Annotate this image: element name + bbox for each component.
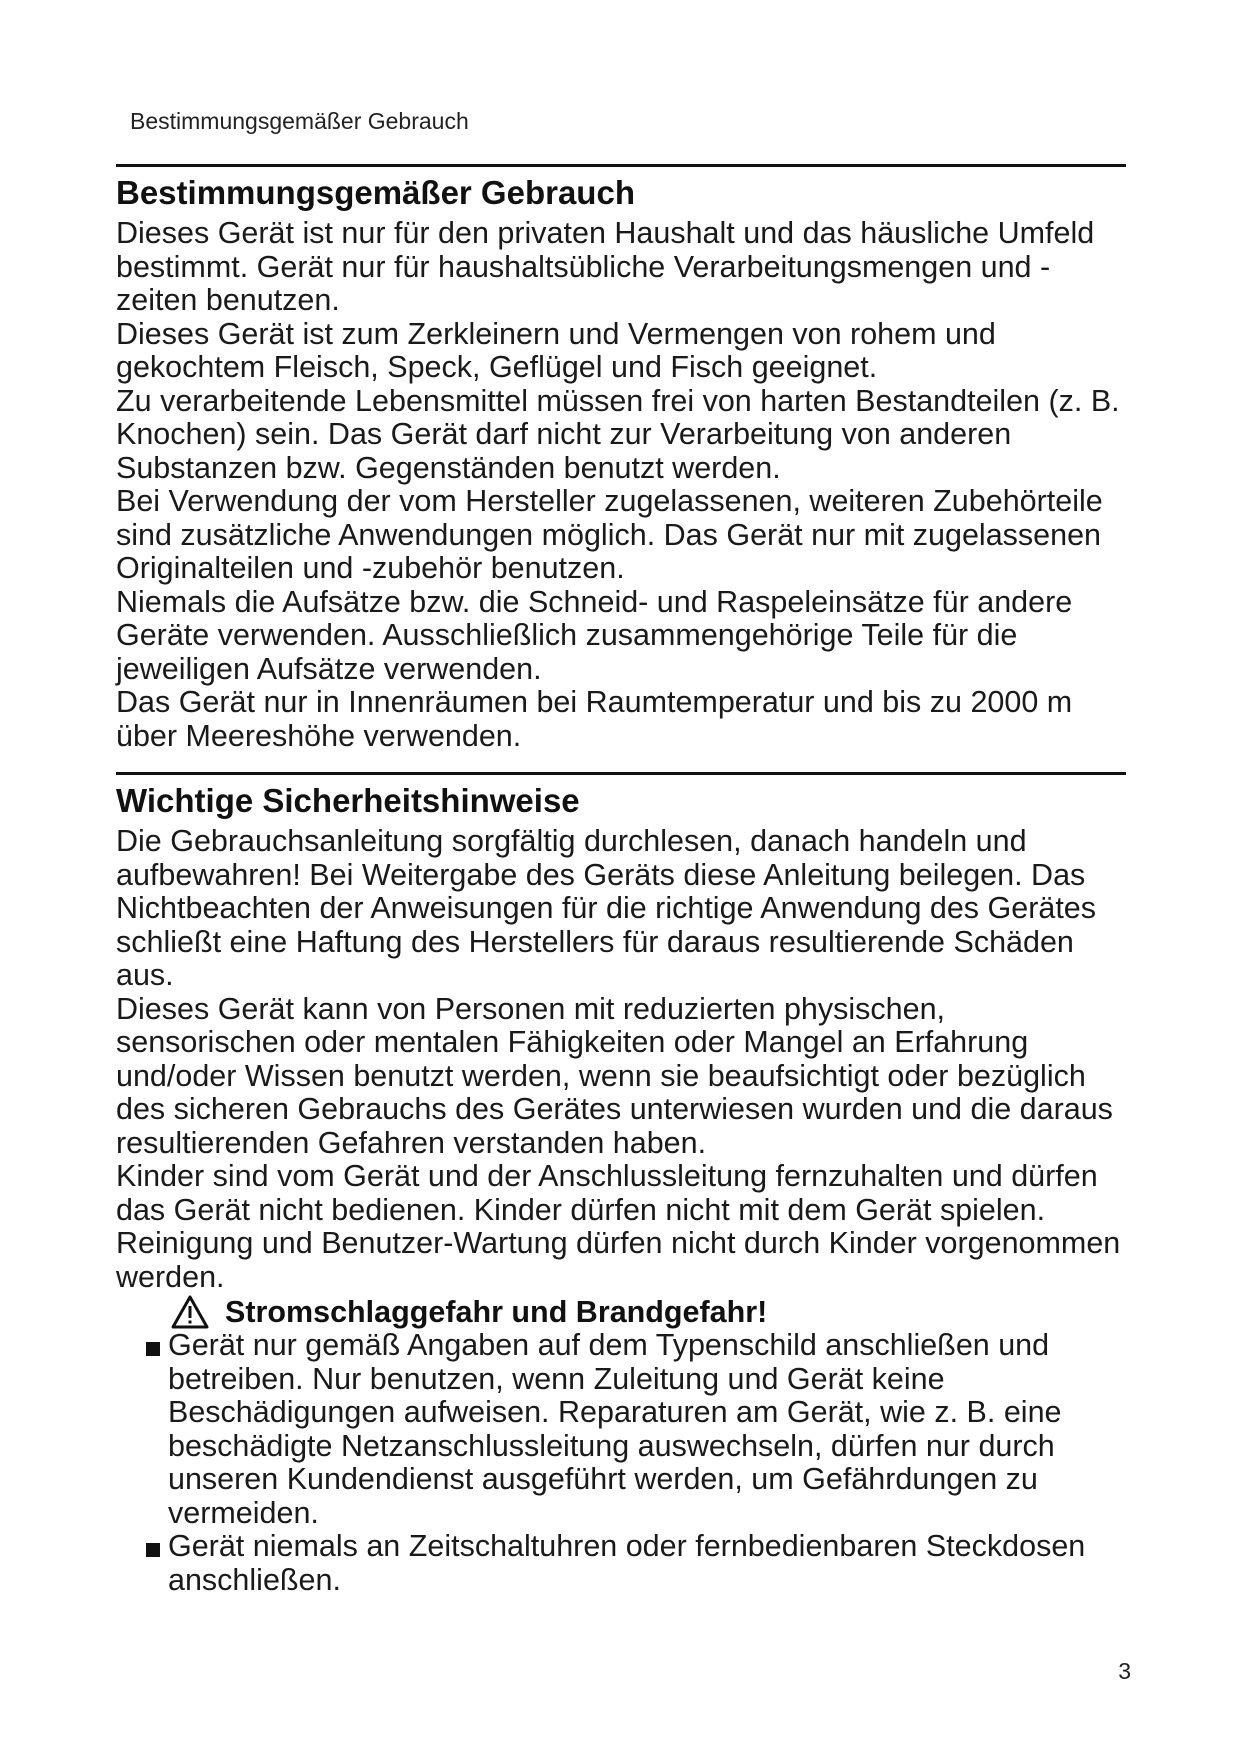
paragraph: Dieses Gerät ist zum Zerkleinern und Vermengen von rohem und gekochtem Fleisch, Speck, Geflügel und Fisch geeignet. [116, 316, 996, 384]
section-divider [116, 164, 1126, 167]
paragraph: Kinder sind vom Gerät und der Anschlussleitung fernzuhalten und dürfen das Gerät nicht bedienen. Kinder dürfen nicht mit dem Gerät spielen. Reinigung und Benutzer-Wartung dürfen nicht durch Kinder vorgenommen werden. [116, 1159, 1121, 1294]
paragraph: Das Gerät nur in Innenräumen bei Raumtemperatur und bis zu 2000 m über Meereshöhe verwenden. [116, 685, 1073, 753]
warning-heading [171, 1295, 1126, 1329]
section-title: Wichtige Sicherheitshinweise [116, 782, 580, 819]
section-divider [116, 772, 1126, 775]
bullet-square-icon [146, 1543, 160, 1557]
warning-list [116, 1329, 1126, 1597]
paragraph: Dieses Gerät kann von Personen mit reduzierten physischen, sensorischen oder mentalen Fähigkeiten oder Mangel an Erfahrung und/oder Wissen benutzt werden, wenn sie beaufsichtigt oder bezüglich des sicheren Gebrauchs des Gerätes unterwiesen wurden und die daraus resultierenden Gefahren verstanden haben. [116, 991, 1113, 1160]
page-number: 3 [1118, 1658, 1131, 1684]
running-header: Bestimmungsgemäßer Gebrauch [130, 108, 469, 134]
paragraph: Zu verarbeitende Lebensmittel müssen frei von harten Bestandteilen (z. B. Knochen) sein. Das Gerät darf nicht zur Verarbeitung von anderen Substanzen bzw. Gegenständen benutzt werden. [116, 383, 1120, 485]
section-safety-notes [116, 772, 1126, 1597]
paragraph: Bei Verwendung der vom Hersteller zugelassenen, weiteren Zubehörteile sind zusätzliche Anwendungen möglich. Das Gerät nur mit zugelassenen Originalteilen und -zubehör benutzen. [116, 484, 1103, 585]
warning-title: Stromschlaggefahr und Brandgefahr! [225, 1295, 768, 1329]
section-body [116, 825, 1126, 1294]
bullet-square-icon [146, 1342, 160, 1356]
list-item [116, 1530, 1126, 1597]
paragraph: Niemals die Aufsätze bzw. die Schneid- und Raspeleinsätze für andere Geräte verwenden. Ausschließlich zusammengehörige Teile für die jeweiligen Aufsätze verwenden. [116, 584, 1073, 686]
list-item-text: Gerät nur gemäß Angaben auf dem Typenschild anschließen und betreiben. Nur benutzen, wenn Zuleitung und Gerät keine Beschädigungen aufweisen. Reparaturen am Gerät, wie z. B. eine beschädigte Netzanschlussleitung auswechseln, dürfen nur durch unseren Kundendienst ausgeführt werden, um Gefährdungen zu vermeiden. [168, 1328, 1062, 1530]
section-intended-use [116, 164, 1126, 753]
paragraph: Dieses Gerät ist nur für den privaten Haushalt und das häusliche Umfeld bestimmt. Gerät nur für haushaltsübliche Verarbeitungsmengen und -zeiten benutzen. [116, 216, 1095, 317]
warning-triangle-icon [171, 1295, 209, 1329]
section-body [116, 217, 1126, 753]
list-item [116, 1329, 1126, 1530]
section-title: Bestimmungsgemäßer Gebrauch [116, 174, 635, 211]
paragraph: Die Gebrauchsanleitung sorgfältig durchlesen, danach handeln und aufbewahren! Bei Weitergabe des Geräts diese Anleitung beilegen. Das Nichtbeachten der Anweisungen für die richtige Anwendung des Gerätes schließt eine Haftung des Herstellers für daraus resultierende Schäden aus. [116, 824, 1097, 992]
list-item-text: Gerät niemals an Zeitschaltuhren oder fernbedienbaren Steckdosen anschließen. [168, 1529, 1086, 1597]
